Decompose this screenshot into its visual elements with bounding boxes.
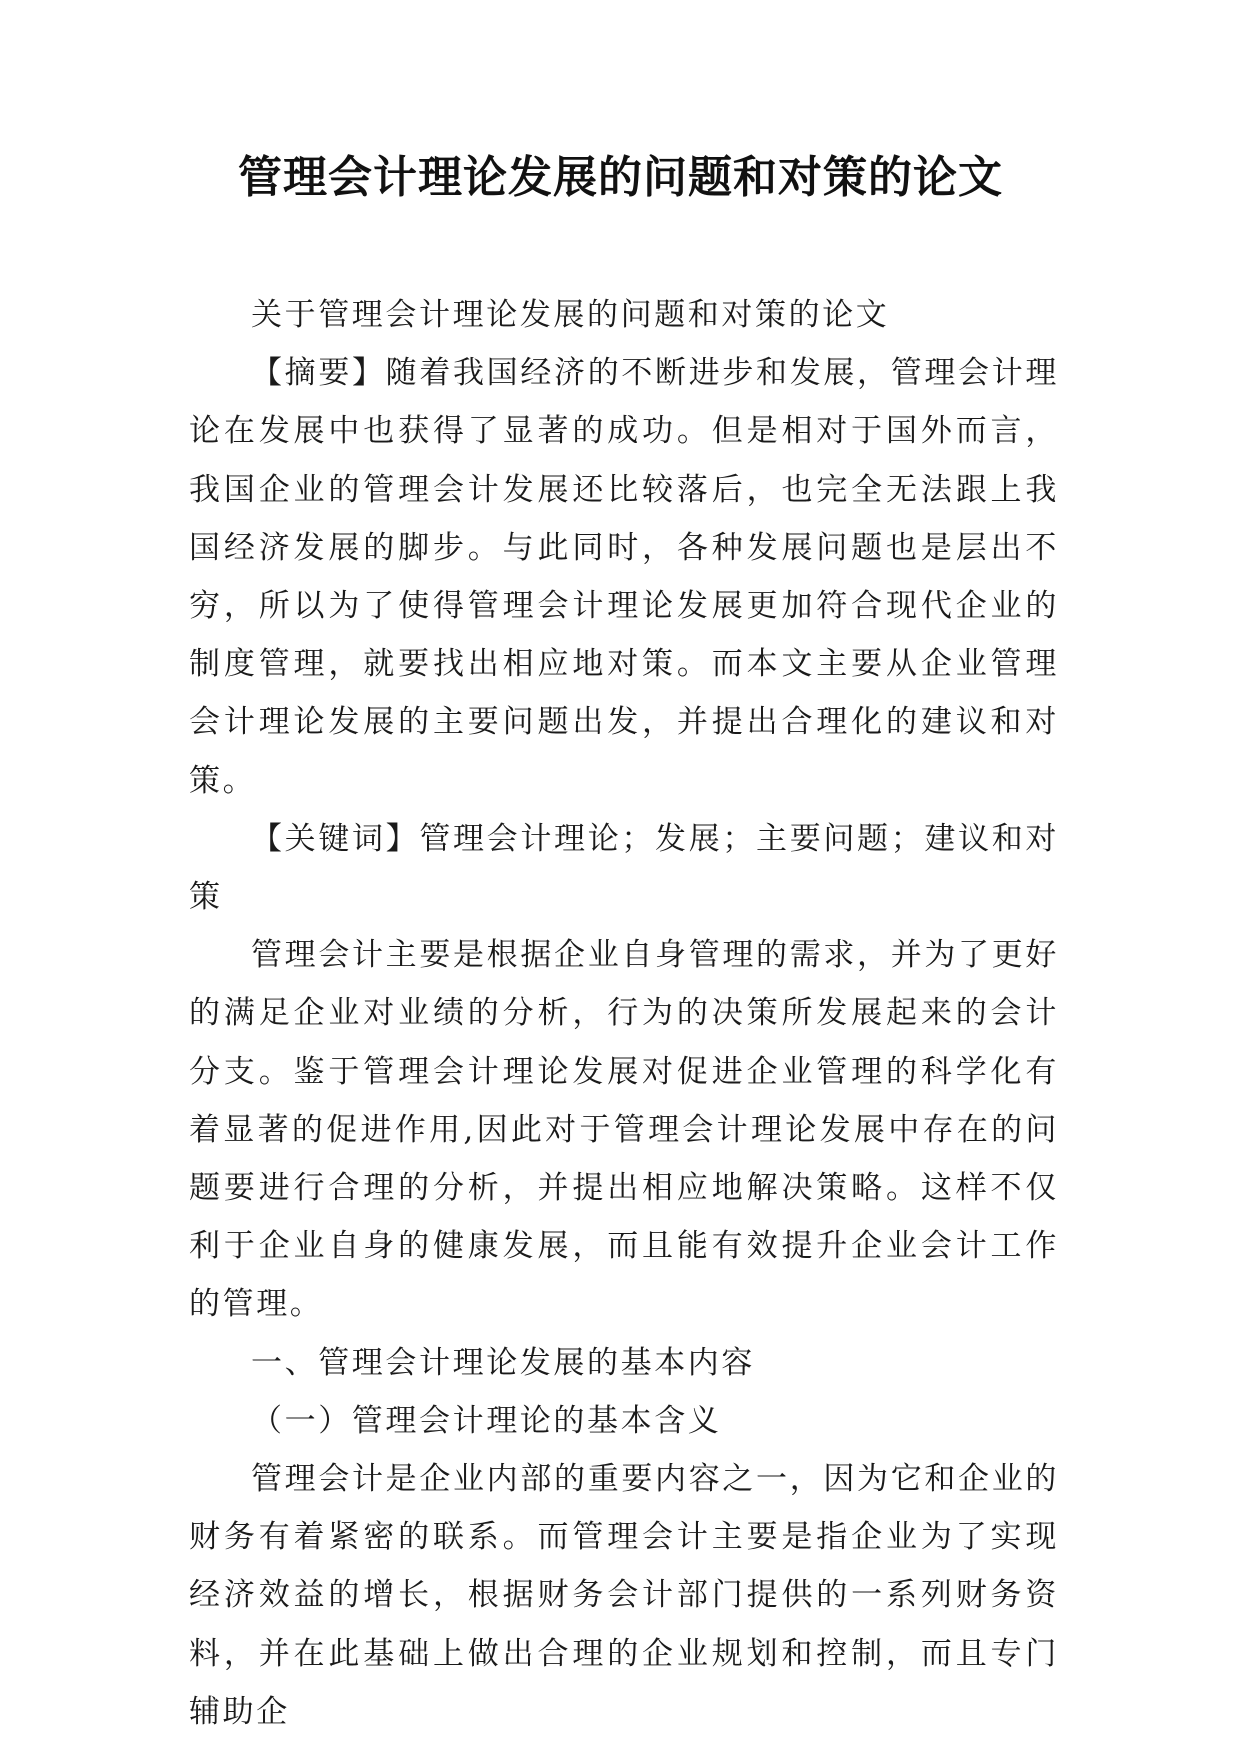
paragraph-abstract: 【摘要】随着我国经济的不断进步和发展，管理会计理论在发展中也获得了显著的成功。但是相对于国外而言，我国企业的管理会计发展还比较落后，也完全无法跟上我国经济发展的脚步。与此同时，各种发展问题也是层出不穷，所以为了使得管理会计理论发展更加符合现代企业的制度管理，就要找出相应地对策。而本文主要从企业管理会计理论发展的主要问题出发，并提出合理化的建议和对策。 — [189, 355, 1059, 799]
paragraph-body: 管理会计是企业内部的重要内容之一，因为它和企业的财务有着紧密的联系。而管理会计主要是指企业为了实现经济效益的增长，根据财务会计部门提供的一系列财务资料，并在此基础上做出合理的企业规划和控制，而且专门辅助企 — [189, 1461, 1059, 1730]
paragraph-intro: 管理会计主要是根据企业自身管理的需求，并为了更好的满足企业对业绩的分析，行为的决策所发展起来的会计分支。鉴于管理会计理论发展对促进企业管理的科学化有着显著的促进作用,因此对于管理会计理论发展中存在的问题要进行合理的分析，并提出相应地解决策略。这样不仅利于企业自身的健康发展，而且能有效提升企业会计工作的管理。 — [189, 937, 1059, 1323]
subsection-heading: （一）管理会计理论的基本含义 — [251, 1402, 722, 1439]
paragraph-keywords: 【关键词】管理会计理论；发展；主要问题；建议和对策 — [189, 820, 1059, 916]
document-body — [189, 286, 1059, 1741]
section-heading: 一、管理会计理论发展的基本内容 — [251, 1344, 755, 1381]
paragraph-subtitle: 关于管理会计理论发展的问题和对策的论文 — [251, 297, 890, 333]
document-title: 管理会计理论发展的问题和对策的论文 — [238, 152, 1003, 203]
